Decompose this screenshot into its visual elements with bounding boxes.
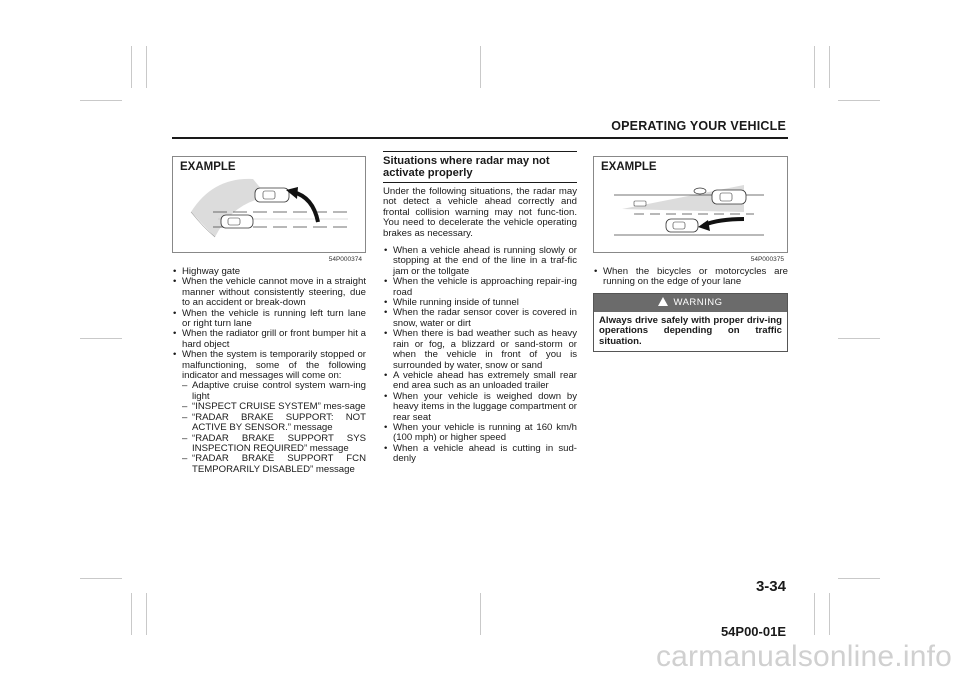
intro-paragraph: Under the following situations, the radar may not detect a vehicle ahead correctly and frontal collision warning may not func-tion. You need to decelerate the vehicle operating brakes as necessary.	[383, 186, 577, 239]
list-item: • When the vehicle is approaching repair-ing road	[383, 277, 577, 298]
list-item: – “RADAR BRAKE SUPPORT FCN TEMPORARILY DISABLED” message	[172, 454, 366, 475]
crop-mark	[838, 578, 880, 579]
crop-mark	[829, 46, 830, 88]
crop-mark	[838, 100, 880, 101]
radar-illustration-left-turn	[173, 157, 365, 252]
figure-code: 54P000375	[750, 256, 784, 263]
warning-triangle-icon	[658, 297, 668, 306]
list-item: – “INSPECT CRUISE SYSTEM” mes-sage	[172, 402, 366, 412]
column-right	[593, 267, 788, 288]
list-item: • When the vehicle cannot move in a straight manner without consistently steering, due to an accident or break-down	[172, 277, 366, 308]
crop-mark	[838, 338, 880, 339]
list-item: • When the system is temporarily stopped or malfunctioning, some of the following indicator and messages will come on:	[172, 350, 366, 381]
list-item: • A vehicle ahead has extremely small rear end area such as an unloaded trailer	[383, 371, 577, 392]
crop-mark	[146, 593, 147, 635]
crop-mark	[146, 46, 147, 88]
list-item: • When a vehicle ahead is cutting in sud-denly	[383, 444, 577, 465]
list-item: – “RADAR BRAKE SUPPORT: NOT ACTIVE BY SENSOR.” message	[172, 413, 366, 434]
list-item: • When the bicycles or motorcycles are running on the edge of your lane	[593, 267, 788, 288]
list-item: • When there is bad weather such as heavy rain or fog, a blizzard or sand-storm or when the vehicle in front of you is surrounded by water, snow or sand	[383, 329, 577, 371]
radar-illustration-motorcycle	[594, 157, 787, 252]
list-item: • When the radiator grill or front bumper hit a hard object	[172, 329, 366, 350]
bullet-list	[593, 267, 788, 288]
figure-example-2	[593, 156, 788, 263]
crop-mark	[80, 338, 122, 339]
list-item: • When the radar sensor cover is covered in snow, water or dirt	[383, 308, 577, 329]
crop-mark	[829, 593, 830, 635]
bullet-list	[383, 246, 577, 465]
list-item: • When your vehicle is running at 160 km/h (100 mph) or higher speed	[383, 423, 577, 444]
section-header: OPERATING YOUR VEHICLE	[611, 119, 786, 133]
figure-label: EXAMPLE	[180, 161, 236, 173]
sub-bullet-list	[172, 381, 366, 475]
list-item: • When the vehicle is running left turn lane or right turn lane	[172, 309, 366, 330]
warning-label: WARNING	[673, 297, 723, 308]
section-title: Situations where radar may not activate properly	[383, 151, 577, 183]
list-item: – “RADAR BRAKE SUPPORT SYS INSPECTION REQUIRED” message	[172, 434, 366, 455]
warning-text: Always drive safely with proper driv-ing operations depending on traffic situation.	[599, 315, 782, 347]
crop-mark	[80, 578, 122, 579]
figure-code: 54P000374	[328, 256, 362, 263]
column-middle	[383, 151, 577, 465]
crop-mark	[480, 46, 481, 88]
list-item: • When a vehicle ahead is running slowly or stopping at the end of the line in a traf-fic jam or the tollgate	[383, 246, 577, 277]
warning-box	[593, 293, 788, 352]
header-rule	[172, 137, 788, 139]
document-code: 54P00-01E	[720, 624, 786, 639]
list-item: • While running inside of tunnel	[383, 298, 577, 308]
list-item: • Highway gate	[172, 267, 366, 277]
page-number: 3-34	[755, 578, 786, 595]
bullet-list	[172, 267, 366, 381]
crop-mark	[814, 593, 815, 635]
list-item: • When your vehicle is weighed down by heavy items in the luggage compartment or rear seat	[383, 392, 577, 423]
column-left	[172, 267, 366, 475]
crop-mark	[131, 593, 132, 635]
crop-mark	[480, 593, 481, 635]
crop-mark	[814, 46, 815, 88]
crop-mark	[80, 100, 122, 101]
watermark: carmanualsonline.info	[655, 640, 952, 673]
figure-example-1	[172, 156, 366, 263]
crop-mark	[131, 46, 132, 88]
figure-label: EXAMPLE	[601, 161, 657, 173]
warning-header	[594, 294, 787, 312]
list-item: – Adaptive cruise control system warn-ing light	[172, 381, 366, 402]
